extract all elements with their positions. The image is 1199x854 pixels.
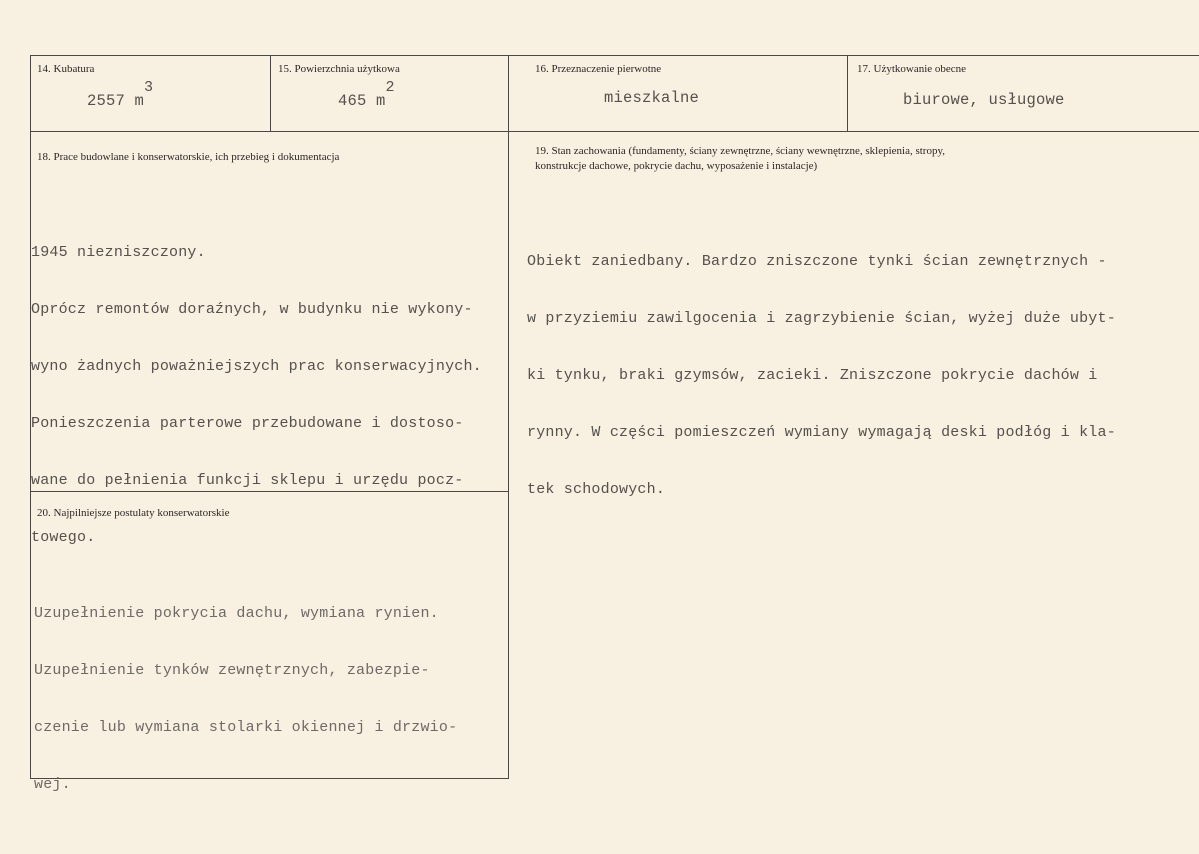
prace-line: towego. — [31, 529, 96, 546]
col-divider-3 — [847, 55, 848, 132]
col-divider-2 — [508, 55, 509, 779]
powierzchnia-value — [338, 79, 395, 111]
przeznaczenie-label: 16. Przeznaczenie pierwotne — [535, 63, 662, 75]
postulaty-line: czenie lub wymiana stolarki okiennej i drzwio- — [34, 719, 458, 736]
stan-line: Obiekt zaniedbany. Bardzo zniszczone tynki ścian zewnętrznych - — [527, 253, 1107, 270]
stan-line: w przyziemiu zawilgocenia i zagrzybienie ścian, wyżej duże ubyt- — [527, 310, 1116, 327]
prace-line: wane do pełnienia funkcji sklepu i urzędu pocz- — [31, 472, 464, 489]
prace-line: 1945 niezniszczony. — [31, 244, 206, 261]
stan-zachowania-text — [527, 214, 1116, 537]
stan-line: rynny. W części pomieszczeń wymiany wymagają deski podłóg i kla- — [527, 424, 1116, 441]
postulaty-label: 20. Najpilniejsze postulaty konserwatorskie — [37, 507, 230, 519]
uzytkowanie-value: biurowe, usługowe — [903, 91, 1065, 109]
postulaty-text — [34, 566, 457, 832]
header-divider-rule — [30, 131, 1199, 132]
prace-line: Ponieszczenia parterowe przebudowane i dostoso- — [31, 415, 464, 432]
stan-zachowania-label-line2: konstrukcje dachowe, pokrycie dachu, wyposażenie i instalacje) — [535, 160, 818, 172]
prace-budowlane-text — [31, 205, 482, 585]
kubatura-value — [87, 79, 154, 111]
powierzchnia-label: 15. Powierzchnia użytkowa — [278, 63, 400, 75]
kubatura-number: 2557 m — [87, 92, 145, 110]
powierzchnia-number: 465 m — [338, 92, 386, 110]
uzytkowanie-label: 17. Użytkowanie obecne — [857, 63, 967, 75]
stan-zachowania-label-line1: 19. Stan zachowania (fundamenty, ściany zewnętrzne, ściany wewnętrzne, sklepienia, stropy, — [535, 145, 946, 157]
przeznaczenie-value: mieszkalne — [604, 89, 700, 107]
postulaty-line: Uzupełnienie pokrycia dachu, wymiana rynien. — [34, 605, 439, 622]
stan-line: ki tynku, braki gzymsów, zacieki. Zniszczone pokrycie dachów i — [527, 367, 1098, 384]
powierzchnia-exponent: 2 — [385, 79, 395, 96]
postulaty-line: Uzupełnienie tynków zewnętrznych, zabezpie- — [34, 662, 430, 679]
top-rule — [30, 55, 1199, 56]
prace-line: wyno żadnych poważniejszych prac konserwacyjnych. — [31, 358, 482, 375]
kubatura-exponent: 3 — [144, 79, 154, 96]
prace-budowlane-label: 18. Prace budowlane i konserwatorskie, ich przebieg i dokumentacja — [37, 151, 340, 163]
stan-line: tek schodowych. — [527, 481, 666, 498]
col-divider-1 — [270, 55, 271, 132]
prace-line: Oprócz remontów doraźnych, w budynku nie wykony- — [31, 301, 473, 318]
kubatura-label: 14. Kubatura — [37, 63, 95, 75]
postulaty-line: wej. — [34, 776, 71, 793]
